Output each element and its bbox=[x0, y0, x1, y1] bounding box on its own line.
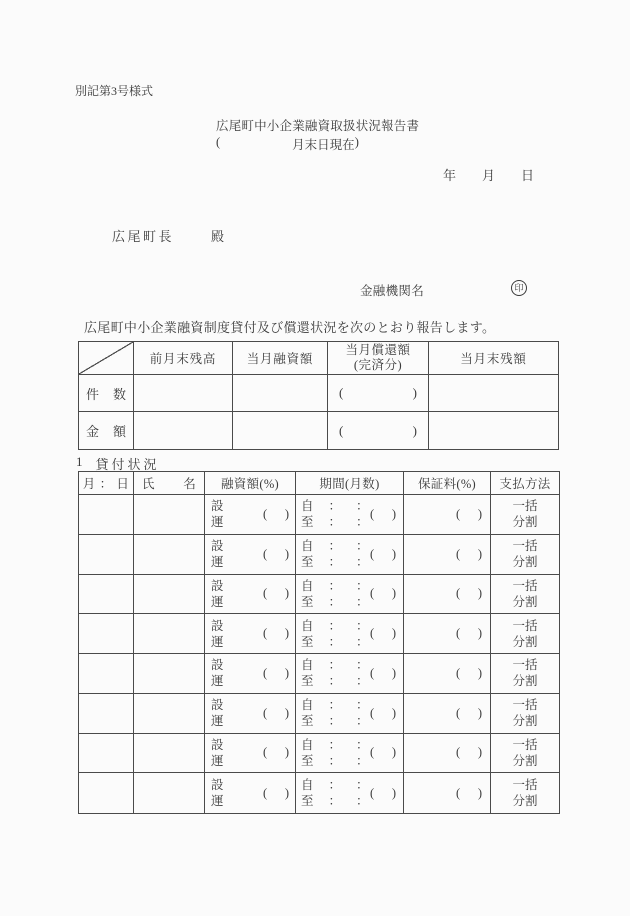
date-year-label: 年 bbox=[443, 168, 457, 183]
header-date-month: 月 bbox=[82, 477, 96, 491]
close-paren: ) bbox=[477, 705, 482, 720]
period-colon: ： bbox=[356, 555, 369, 570]
open-paren: ( bbox=[263, 586, 268, 601]
period-to-line bbox=[301, 594, 369, 610]
guarantee-fee-cell bbox=[404, 773, 491, 813]
header-period: 期間(月数) bbox=[296, 472, 404, 494]
loan-type-facility: 設 bbox=[211, 618, 224, 633]
period-to-line bbox=[301, 514, 369, 530]
institution-name-label: 金融機関名 bbox=[360, 284, 425, 298]
period-colon: ： bbox=[356, 515, 369, 530]
period-to-label: 至 bbox=[301, 674, 314, 689]
period-colon: ： bbox=[356, 753, 369, 768]
loan-name-cell bbox=[134, 535, 205, 574]
count-month-loan-cell bbox=[233, 375, 328, 412]
period-colon: ： bbox=[328, 714, 342, 729]
loan-type-operating: 運 bbox=[211, 674, 224, 689]
loan-record-row bbox=[79, 734, 559, 774]
loan-amount-parens bbox=[263, 745, 289, 760]
period-from-label: 自 bbox=[301, 578, 314, 593]
col-header-month-loan: 当月融資額 bbox=[233, 342, 328, 375]
period-to-line bbox=[301, 753, 369, 769]
guarantee-parens bbox=[456, 586, 482, 601]
loan-name-cell bbox=[134, 614, 205, 653]
period-colon: ： bbox=[356, 674, 369, 689]
loan-name-cell bbox=[134, 694, 205, 733]
open-paren: ( bbox=[370, 745, 375, 760]
loan-record-row bbox=[79, 535, 559, 575]
subtitle-label: 月末日現在 bbox=[292, 138, 355, 152]
close-paren: ) bbox=[391, 546, 396, 561]
loan-record-row bbox=[79, 575, 559, 615]
loan-type-options bbox=[211, 618, 224, 650]
open-paren: ( bbox=[456, 586, 461, 601]
header-date-separator: ： bbox=[99, 477, 113, 491]
close-paren: ) bbox=[391, 586, 396, 601]
loan-record-row bbox=[79, 654, 559, 694]
period-from-label: 自 bbox=[301, 698, 314, 713]
loan-type-operating: 運 bbox=[211, 753, 224, 768]
close-paren: ) bbox=[284, 626, 289, 641]
period-from-label: 自 bbox=[301, 658, 314, 673]
header-name bbox=[134, 472, 205, 494]
loan-type-facility: 設 bbox=[211, 539, 224, 554]
loan-date-cell bbox=[79, 694, 134, 733]
loan-period-cell bbox=[296, 575, 404, 614]
loan-type-operating: 運 bbox=[211, 714, 224, 729]
addressee: 広尾町長 bbox=[112, 229, 175, 244]
close-paren: ) bbox=[477, 785, 482, 800]
close-paren: ) bbox=[284, 546, 289, 561]
period-colon: ： bbox=[328, 515, 342, 530]
close-paren: ) bbox=[284, 586, 289, 601]
close-paren: ) bbox=[391, 665, 396, 680]
count-prev-balance-cell bbox=[134, 375, 233, 412]
amount-repayment-cell bbox=[328, 412, 429, 449]
col-header-prev-balance: 前月末残高 bbox=[134, 342, 233, 375]
guarantee-fee-cell bbox=[404, 694, 491, 733]
loan-date-cell bbox=[79, 654, 134, 693]
loan-type-options bbox=[211, 697, 224, 729]
payment-installments: 分割 bbox=[512, 634, 538, 649]
period-from-line bbox=[301, 498, 369, 514]
loan-type-options bbox=[211, 737, 224, 769]
section1-number: 1 bbox=[76, 454, 83, 469]
period-from-label: 自 bbox=[301, 737, 314, 752]
close-paren: ) bbox=[284, 785, 289, 800]
guarantee-fee-cell bbox=[404, 575, 491, 614]
close-paren: ) bbox=[284, 506, 289, 521]
period-from-line bbox=[301, 697, 369, 713]
form-number: 別記第3号様式 bbox=[75, 84, 154, 98]
loan-type-facility: 設 bbox=[211, 698, 224, 713]
loan-period-cell bbox=[296, 495, 404, 534]
count-month-balance-cell bbox=[429, 375, 558, 412]
payment-installments: 分割 bbox=[512, 515, 538, 530]
payment-lump-sum: 一括 bbox=[512, 618, 538, 633]
loan-period-cell bbox=[296, 654, 404, 693]
loan-type-operating: 運 bbox=[211, 634, 224, 649]
period-colon: ： bbox=[356, 737, 369, 752]
close-paren: ) bbox=[391, 745, 396, 760]
form-title: 広尾町中小企業融資取扱状況報告書 bbox=[216, 119, 420, 133]
period-range bbox=[301, 498, 369, 530]
guarantee-parens bbox=[456, 626, 482, 641]
open-paren: ( bbox=[263, 705, 268, 720]
open-paren: ( bbox=[456, 506, 461, 521]
guarantee-parens bbox=[456, 666, 482, 681]
period-range bbox=[301, 618, 369, 650]
header-date bbox=[79, 472, 134, 494]
period-colon: ： bbox=[328, 555, 342, 570]
amount-month-loan-cell bbox=[233, 412, 328, 449]
open-paren: ( bbox=[456, 626, 461, 641]
period-from-label: 自 bbox=[301, 499, 314, 514]
loan-date-cell bbox=[79, 575, 134, 614]
payment-installments: 分割 bbox=[512, 753, 538, 768]
loan-period-cell bbox=[296, 734, 404, 773]
period-to-label: 至 bbox=[301, 634, 314, 649]
period-from-label: 自 bbox=[301, 778, 314, 793]
period-colon: ： bbox=[356, 794, 369, 809]
payment-installments: 分割 bbox=[512, 794, 538, 809]
period-from-label: 自 bbox=[301, 539, 314, 554]
payment-method-cell bbox=[491, 535, 559, 574]
date-month-label: 月 bbox=[482, 168, 496, 183]
period-colon: ： bbox=[356, 778, 369, 793]
loan-name-cell bbox=[134, 734, 205, 773]
loan-amount-cell bbox=[205, 535, 296, 574]
period-parens bbox=[370, 507, 396, 522]
open-paren: ( bbox=[263, 745, 268, 760]
payment-lump-sum: 一括 bbox=[512, 778, 538, 793]
amount-label-right: 額 bbox=[112, 424, 126, 439]
guarantee-parens bbox=[456, 745, 482, 760]
close-paren: ) bbox=[477, 745, 482, 760]
period-from-line bbox=[301, 657, 369, 673]
period-range bbox=[301, 657, 369, 689]
open-paren: ( bbox=[370, 626, 375, 641]
period-colon: ： bbox=[356, 714, 369, 729]
loan-type-options bbox=[211, 578, 224, 610]
open-paren: ( bbox=[263, 785, 268, 800]
period-parens bbox=[370, 586, 396, 601]
loan-status-table bbox=[78, 471, 560, 814]
diagonal-corner-cell bbox=[79, 342, 134, 375]
guarantee-fee-cell bbox=[404, 614, 491, 653]
col-header-repayment-line2: (完済分) bbox=[353, 358, 403, 372]
close-paren: ) bbox=[477, 626, 482, 641]
open-paren: ( bbox=[456, 745, 461, 760]
loan-period-cell bbox=[296, 614, 404, 653]
loan-type-operating: 運 bbox=[211, 515, 224, 530]
guarantee-fee-cell bbox=[404, 495, 491, 534]
close-paren: ) bbox=[477, 546, 482, 561]
payment-lump-sum: 一括 bbox=[512, 737, 538, 752]
loan-type-facility: 設 bbox=[211, 578, 224, 593]
loan-type-options bbox=[211, 657, 224, 689]
guarantee-fee-cell bbox=[404, 654, 491, 693]
period-colon: ： bbox=[328, 658, 342, 673]
loan-type-facility: 設 bbox=[211, 778, 224, 793]
section1-title: 貸付状況 bbox=[95, 457, 160, 472]
open-paren: ( bbox=[339, 385, 344, 400]
close-paren: ) bbox=[412, 422, 417, 438]
period-parens bbox=[370, 745, 396, 760]
payment-method-cell bbox=[491, 575, 559, 614]
col-header-month-balance: 当月末残額 bbox=[429, 342, 558, 375]
subtitle-close-paren: ) bbox=[354, 135, 359, 149]
period-parens bbox=[370, 626, 396, 641]
loan-type-facility: 設 bbox=[211, 737, 224, 752]
loan-record-row bbox=[79, 694, 559, 734]
col-header-repayment-line1: 当月償還額 bbox=[345, 343, 411, 357]
header-guarantee-fee: 保証料(%) bbox=[404, 472, 491, 494]
loan-type-options bbox=[211, 538, 224, 570]
period-range bbox=[301, 697, 369, 729]
loan-amount-cell bbox=[205, 694, 296, 733]
loan-type-facility: 設 bbox=[211, 499, 224, 514]
loan-amount-parens bbox=[263, 706, 289, 721]
loan-table-header-row bbox=[79, 472, 559, 495]
payment-lump-sum: 一括 bbox=[512, 698, 538, 713]
period-to-label: 至 bbox=[301, 594, 314, 609]
loan-name-cell bbox=[134, 773, 205, 813]
loan-date-cell bbox=[79, 614, 134, 653]
close-paren: ) bbox=[391, 785, 396, 800]
payment-installments: 分割 bbox=[512, 714, 538, 729]
addressee-honorific: 殿 bbox=[211, 229, 225, 244]
period-from-label: 自 bbox=[301, 618, 314, 633]
period-colon: ： bbox=[328, 594, 342, 609]
close-paren: ) bbox=[477, 665, 482, 680]
close-paren: ) bbox=[284, 665, 289, 680]
loan-record-row bbox=[79, 773, 559, 813]
period-colon: ： bbox=[328, 778, 342, 793]
close-paren: ) bbox=[391, 626, 396, 641]
header-payment-method: 支払方法 bbox=[499, 477, 551, 491]
col-header-repayment bbox=[328, 342, 429, 375]
period-to-line bbox=[301, 793, 369, 809]
payment-method-cell bbox=[491, 773, 559, 813]
loan-type-options bbox=[211, 498, 224, 530]
open-paren: ( bbox=[263, 626, 268, 641]
open-paren: ( bbox=[456, 665, 461, 680]
close-paren: ) bbox=[477, 506, 482, 521]
payment-method-cell bbox=[491, 734, 559, 773]
open-paren: ( bbox=[370, 705, 375, 720]
period-colon: ： bbox=[356, 499, 369, 514]
period-parens bbox=[370, 547, 396, 562]
period-colon: ： bbox=[328, 618, 342, 633]
period-to-label: 至 bbox=[301, 555, 314, 570]
loan-name-cell bbox=[134, 575, 205, 614]
loan-period-cell bbox=[296, 694, 404, 733]
header-name-left: 氏 bbox=[142, 477, 155, 491]
open-paren: ( bbox=[456, 705, 461, 720]
loan-date-cell bbox=[79, 495, 134, 534]
payment-lump-sum: 一括 bbox=[512, 658, 538, 673]
open-paren: ( bbox=[263, 665, 268, 680]
guarantee-parens bbox=[456, 706, 482, 721]
header-date-day: 日 bbox=[116, 477, 130, 491]
amount-month-balance-cell bbox=[429, 412, 558, 449]
amount-label-left: 金 bbox=[86, 424, 100, 439]
period-colon: ： bbox=[328, 499, 342, 514]
count-label-right: 数 bbox=[112, 386, 126, 402]
loan-type-options bbox=[211, 777, 224, 809]
payment-installments: 分割 bbox=[512, 594, 538, 609]
period-to-label: 至 bbox=[301, 794, 314, 809]
form-subtitle bbox=[216, 135, 359, 153]
loan-name-cell bbox=[134, 495, 205, 534]
loan-amount-parens bbox=[263, 626, 289, 641]
subtitle-blank-month bbox=[220, 135, 292, 153]
payment-method-cell bbox=[491, 495, 559, 534]
loan-amount-cell bbox=[205, 575, 296, 614]
open-paren: ( bbox=[370, 546, 375, 561]
period-colon: ： bbox=[356, 658, 369, 673]
period-colon: ： bbox=[328, 674, 342, 689]
period-to-line bbox=[301, 634, 369, 650]
report-sentence: 広尾町中小企業融資制度貸付及び償還状況を次のとおり報告します。 bbox=[84, 320, 496, 335]
period-to-label: 至 bbox=[301, 515, 314, 530]
open-paren: ( bbox=[263, 546, 268, 561]
period-colon: ： bbox=[328, 698, 342, 713]
period-to-line bbox=[301, 673, 369, 689]
loan-record-row bbox=[79, 495, 559, 535]
open-paren: ( bbox=[370, 665, 375, 680]
date-day-label: 日 bbox=[521, 168, 535, 183]
payment-method-cell bbox=[491, 614, 559, 653]
loan-period-cell bbox=[296, 773, 404, 813]
period-range bbox=[301, 578, 369, 610]
date-line bbox=[443, 165, 534, 184]
period-range bbox=[301, 737, 369, 769]
row-header-count bbox=[79, 375, 134, 412]
period-colon: ： bbox=[356, 594, 369, 609]
loan-amount-cell bbox=[205, 773, 296, 813]
guarantee-fee-cell bbox=[404, 535, 491, 574]
open-paren: ( bbox=[263, 506, 268, 521]
payment-lump-sum: 一括 bbox=[512, 499, 538, 514]
open-paren: ( bbox=[456, 785, 461, 800]
loan-amount-cell bbox=[205, 495, 296, 534]
loan-type-operating: 運 bbox=[211, 555, 224, 570]
period-to-line bbox=[301, 713, 369, 729]
period-range bbox=[301, 777, 369, 809]
close-paren: ) bbox=[477, 586, 482, 601]
period-range bbox=[301, 538, 369, 570]
payment-method-cell bbox=[491, 694, 559, 733]
period-from-line bbox=[301, 777, 369, 793]
period-colon: ： bbox=[328, 794, 342, 809]
period-colon: ： bbox=[356, 634, 369, 649]
header-name-right: 名 bbox=[183, 477, 196, 491]
loan-amount-parens bbox=[263, 507, 289, 522]
period-to-label: 至 bbox=[301, 714, 314, 729]
period-colon: ： bbox=[356, 578, 369, 593]
guarantee-fee-cell bbox=[404, 734, 491, 773]
payment-lump-sum: 一括 bbox=[512, 578, 538, 593]
loan-date-cell bbox=[79, 734, 134, 773]
loan-record-row bbox=[79, 614, 559, 654]
period-parens bbox=[370, 786, 396, 801]
loan-type-operating: 運 bbox=[211, 794, 224, 809]
loan-amount-cell bbox=[205, 734, 296, 773]
open-paren: ( bbox=[370, 785, 375, 800]
period-from-line bbox=[301, 538, 369, 554]
loan-amount-parens bbox=[263, 547, 289, 562]
close-paren: ) bbox=[284, 745, 289, 760]
period-colon: ： bbox=[356, 618, 369, 633]
subtitle-open-paren: ( bbox=[216, 135, 221, 149]
loan-period-cell bbox=[296, 535, 404, 574]
period-from-line bbox=[301, 618, 369, 634]
close-paren: ) bbox=[284, 705, 289, 720]
count-label-left: 件 bbox=[86, 386, 100, 402]
loan-type-facility: 設 bbox=[211, 658, 224, 673]
loan-amount-parens bbox=[263, 586, 289, 601]
open-paren: ( bbox=[370, 506, 375, 521]
period-from-line bbox=[301, 737, 369, 753]
period-from-line bbox=[301, 578, 369, 594]
period-colon: ： bbox=[328, 578, 342, 593]
loan-amount-parens bbox=[263, 666, 289, 681]
loan-type-operating: 運 bbox=[211, 594, 224, 609]
close-paren: ) bbox=[391, 705, 396, 720]
period-colon: ： bbox=[328, 753, 342, 768]
loan-name-cell bbox=[134, 654, 205, 693]
loan-amount-parens bbox=[263, 786, 289, 801]
open-paren: ( bbox=[339, 422, 344, 438]
payment-installments: 分割 bbox=[512, 555, 538, 570]
period-colon: ： bbox=[328, 634, 342, 649]
close-paren: ) bbox=[391, 506, 396, 521]
period-parens bbox=[370, 706, 396, 721]
guarantee-parens bbox=[456, 507, 482, 522]
open-paren: ( bbox=[456, 546, 461, 561]
period-to-line bbox=[301, 554, 369, 570]
payment-lump-sum: 一括 bbox=[512, 539, 538, 554]
period-colon: ： bbox=[328, 737, 342, 752]
loan-date-cell bbox=[79, 535, 134, 574]
summary-table bbox=[78, 341, 559, 450]
payment-installments: 分割 bbox=[512, 674, 538, 689]
header-loan-amount: 融資額(%) bbox=[205, 472, 296, 494]
open-paren: ( bbox=[370, 586, 375, 601]
period-colon: ： bbox=[356, 539, 369, 554]
period-colon: ： bbox=[356, 698, 369, 713]
seal-mark-icon: 印 bbox=[511, 280, 527, 296]
loan-date-cell bbox=[79, 773, 134, 813]
guarantee-parens bbox=[456, 786, 482, 801]
row-header-amount bbox=[79, 412, 134, 449]
guarantee-parens bbox=[456, 547, 482, 562]
payment-method-cell bbox=[491, 654, 559, 693]
count-repayment-cell bbox=[328, 375, 429, 412]
loan-amount-cell bbox=[205, 614, 296, 653]
loan-amount-cell bbox=[205, 654, 296, 693]
period-colon: ： bbox=[328, 539, 342, 554]
amount-prev-balance-cell bbox=[134, 412, 233, 449]
period-to-label: 至 bbox=[301, 753, 314, 768]
close-paren: ) bbox=[412, 385, 417, 400]
period-parens bbox=[370, 666, 396, 681]
